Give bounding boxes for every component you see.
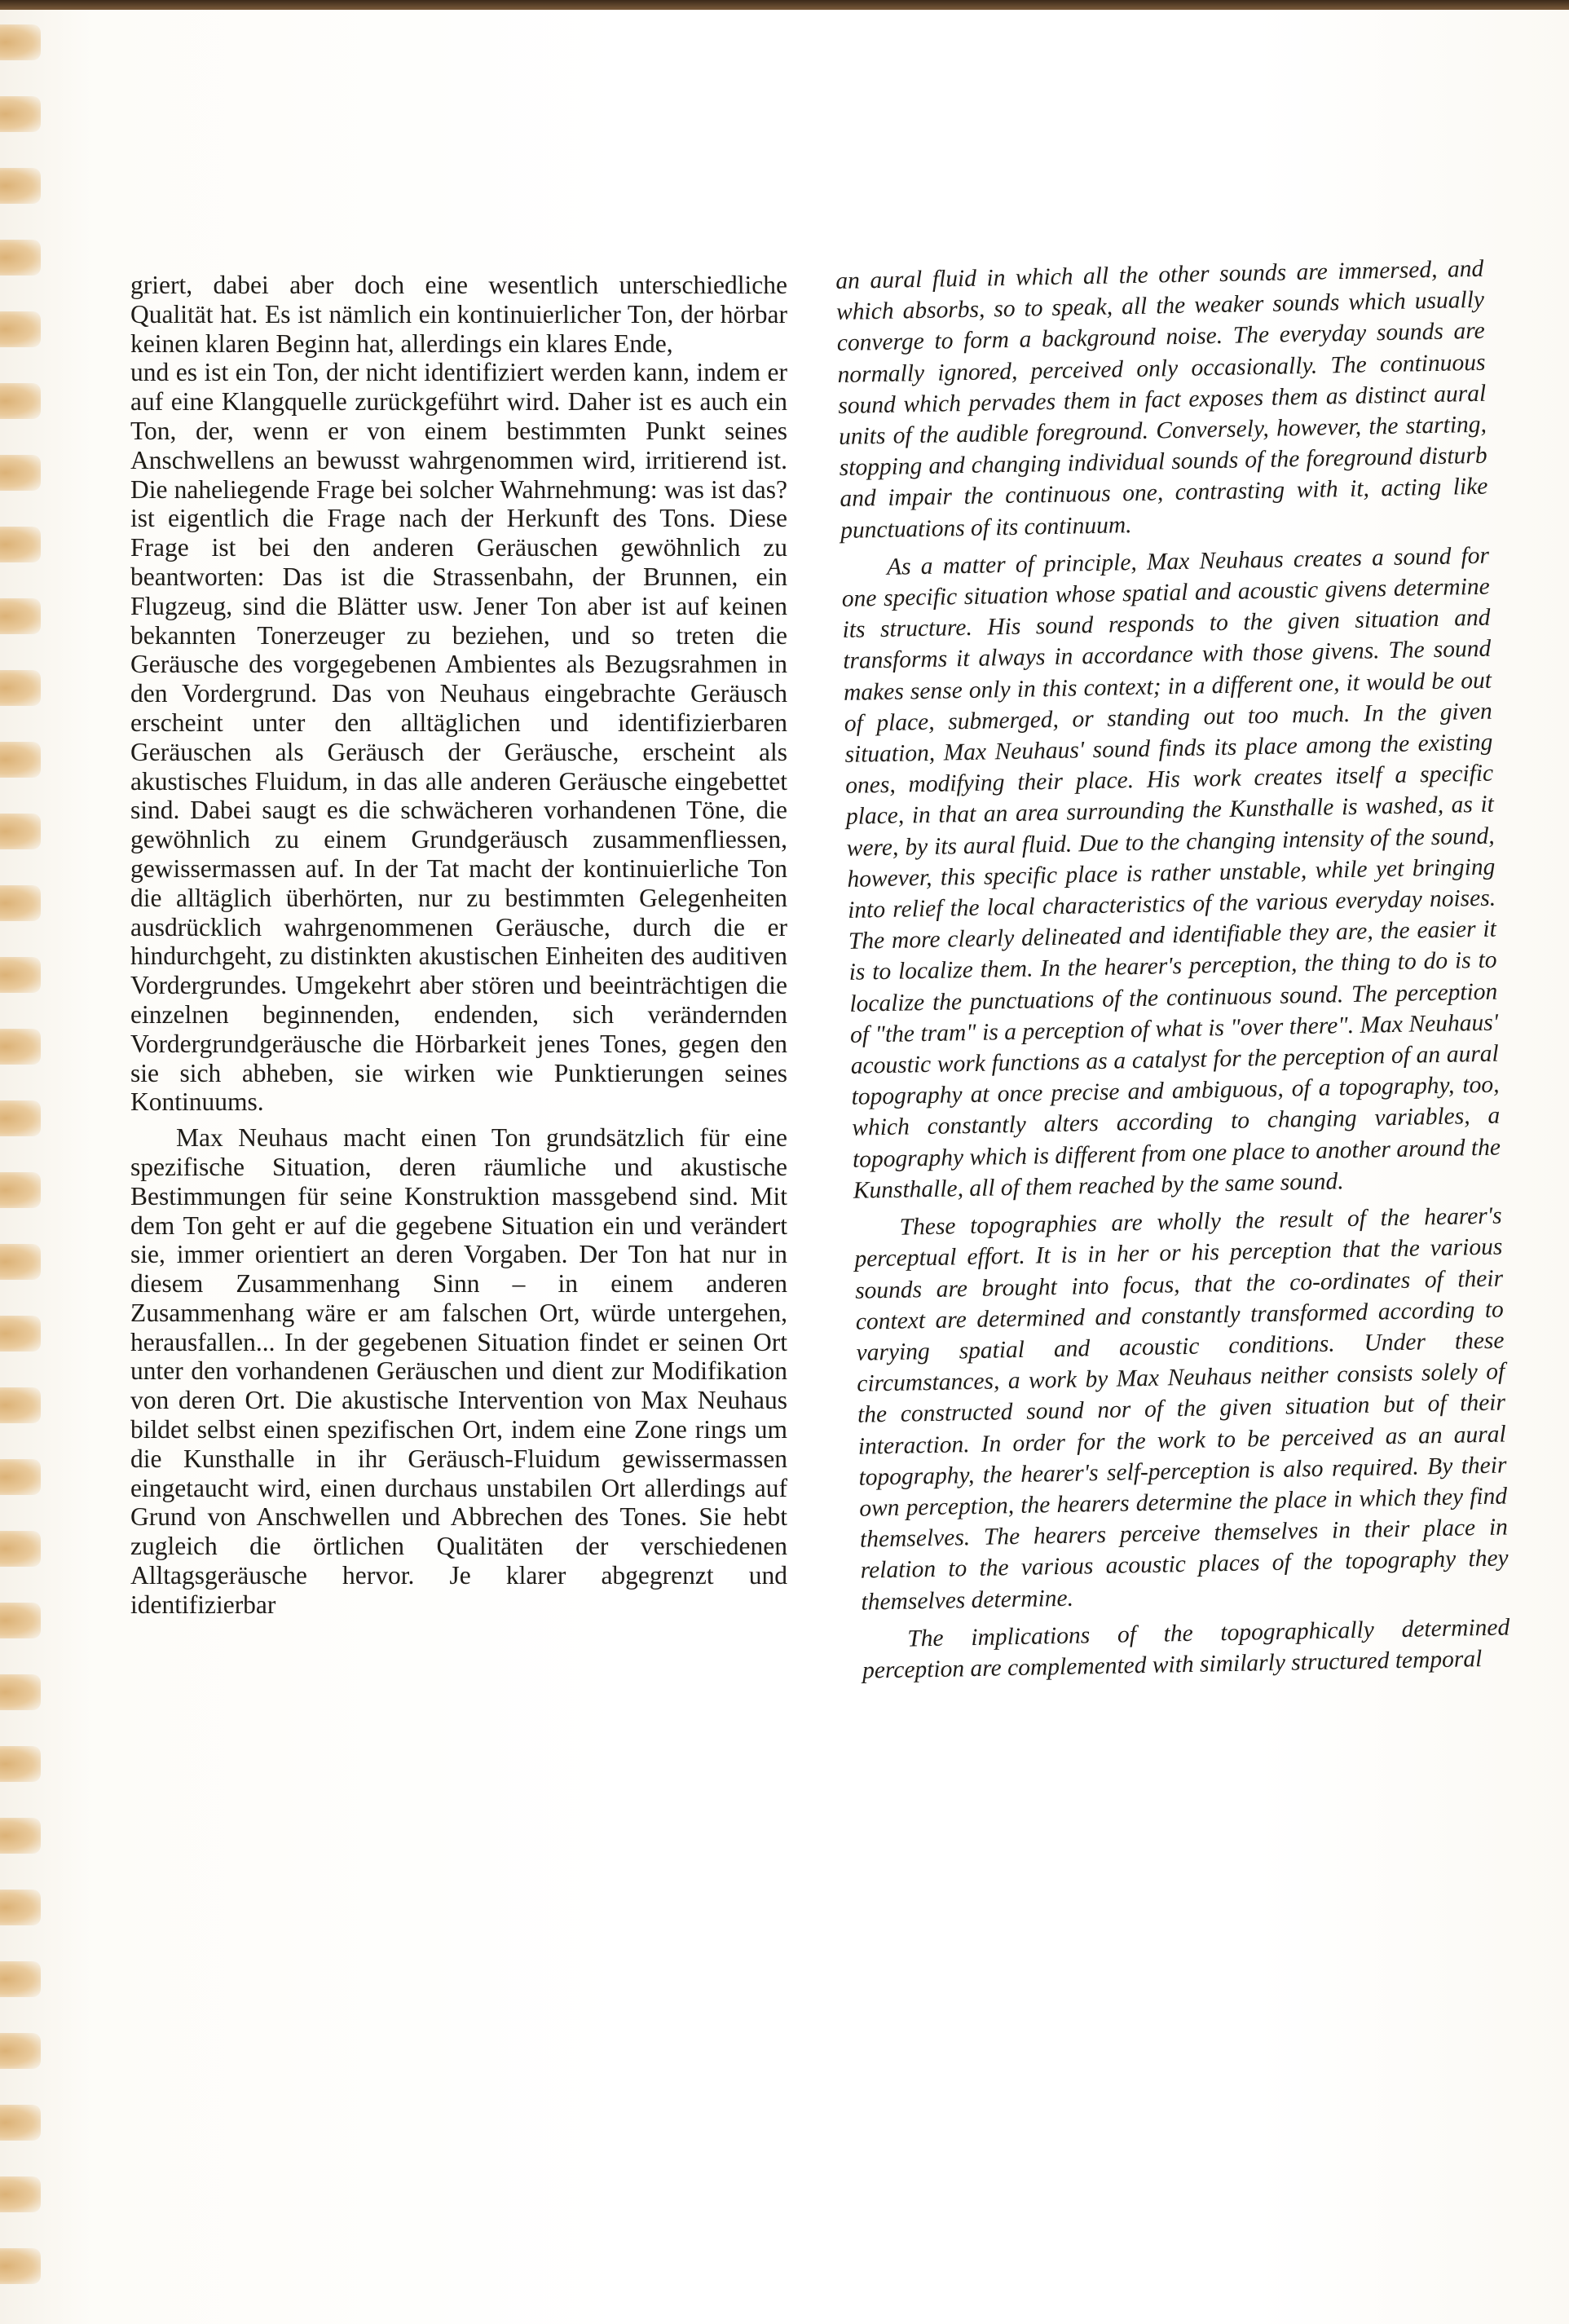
perforation-hole xyxy=(0,814,41,849)
perforation-hole xyxy=(0,1172,41,1208)
perforation-hole xyxy=(0,1459,41,1495)
perforation-hole xyxy=(0,1674,41,1710)
perforation-hole xyxy=(0,885,41,921)
perforation-hole xyxy=(0,1961,41,1997)
perforation-hole xyxy=(0,96,41,132)
paragraph: The implications of the topographically determined perception are complemented with similarly structured temporal xyxy=(862,1614,1510,1684)
perforation-hole xyxy=(0,1746,41,1782)
perforation-hole xyxy=(0,2176,41,2212)
perforation-hole xyxy=(0,1244,41,1280)
perforation-hole xyxy=(0,527,41,562)
german-text-column xyxy=(130,271,787,1620)
perforation-hole xyxy=(0,2105,41,2141)
perforation-hole xyxy=(0,957,41,993)
perforation-hole xyxy=(0,168,41,204)
perforation-hole xyxy=(0,1029,41,1065)
perforation-hole xyxy=(0,1531,41,1567)
perforation-hole xyxy=(0,742,41,778)
perforation-hole xyxy=(0,670,41,706)
perforation-hole xyxy=(0,2248,41,2284)
perforation-hole xyxy=(0,383,41,419)
binding-perforations xyxy=(0,0,49,2324)
perforation-hole xyxy=(0,240,41,276)
perforation-hole xyxy=(0,598,41,634)
perforation-hole xyxy=(0,1316,41,1352)
paragraph: an aural fluid in which all the other sounds are immersed, and which absorbs, so to speak, all the weaker sounds which usually converge to form a background noise. The everyday sounds are normally ignored, perceived only occasionally. The continuous sound which pervades them in fact exposes them as distinct aural units of the audible foreground. Conversely, however, the starting, stopping and changing individual sounds of the foreground disturb and impair the continuous one, contrasting with it, acting like punctuations of its continuum. xyxy=(835,255,1488,544)
paragraph: Max Neuhaus macht einen Ton grundsätzlich für eine spezifische Situation, deren räumliche und akustische Bestimmungen für seine Konstruktion massgebend sind. Mit dem Ton geht er auf die gegebene Situation ein und verändert sie, immer orientiert an deren Vorgaben. Der Ton hat nur in diesem Zusammenhang Sinn – in einem anderen Zusammenhang wäre er am falschen Ort, würde untergehen, herausfallen... In der gegebenen Situation findet er seinen Ort unter den vorhandenen Geräuschen und dient zur Modifikation von deren Ort. Die akustische Intervention von Max Neuhaus bildet selbst einen spezifischen Ort, indem eine Zone rings um die Kunsthalle in ihr Geräusch-Fluidum gewissermassen eingetaucht wird, einen durchaus unstabilen Ort allerdings auf Grund von Anschwellen und Abbrechen des Tones. Sie hebt zugleich die örtlichen Qualitäten der verschiedenen Alltagsgeräusche hervor. Je klarer abgegrenzt und identifizierbar xyxy=(130,1123,787,1619)
perforation-hole xyxy=(0,1890,41,1925)
perforation-hole xyxy=(0,1387,41,1423)
perforation-hole xyxy=(0,1100,41,1136)
paragraph: These topographies are wholly the result of the hearer's perceptual effort. It is in her or his perception that the various sounds are brought into focus, that the co-ordinates of their context are determined and constantly transformed according to varying spatial and acoustic conditions. Under these circumstances, a work by Max Neuhaus neither consists solely of the constructed sound nor of the given situation but of their interaction. In order for the work to be perceived as an aural topography, the hearer's self-perception is also required. By their own perception, the hearers determine the place in which they find themselves. The hearers perceive themselves in their place in relation to the various acoustic places of the topography they themselves determine. xyxy=(854,1202,1509,1616)
paragraph: griert, dabei aber doch eine wesentlich unterschiedliche Qualität hat. Es ist nämlich ein kontinuierlicher Ton, der hörbar keinen klaren Beginn hat, allerdings ein klares Ende, xyxy=(130,271,787,358)
paragraph: und es ist ein Ton, der nicht identifiziert werden kann, indem er auf eine Klangquelle zurückgeführt wird. Daher ist es auch ein Ton, der, wenn er von einem bestimmten Punkt seines Anschwellens an bewusst wahrgenommen wird, irritierend ist. Die naheliegende Frage bei solcher Wahrnehmung: was ist das? ist eigentlich die Frage nach der Herkunft des Tons. Diese Frage ist bei den anderen Geräuschen gewöhnlich zu beantworten: Das ist die Strassenbahn, der Brunnen, ein Flugzeug, sind die Blätter usw. Jener Ton aber ist auf keinen bekannten Tonerzeuger zu beziehen, und so treten die Geräusche des vorgegebenen Ambientes als Bezugsrahmen in den Vordergrund. Das von Neuhaus eingebrachte Geräusch erscheint unter den alltäglichen und identifizierbaren Geräuschen als Geräusch der Geräusche, erscheint als akustisches Fluidum, in das alle anderen Geräusche eingebettet sind. Dabei saugt es die schwächeren vorhandenen Töne, die gewöhnlich zu einem Grundgeräusch zusammenfliessen, gewissermassen auf. In der Tat macht der kontinuierliche Ton die alltäglich überhörten, nur zu bestimmten Gelegenheiten ausdrücklich wahrgenommenen Geräusche, durch die er hindurchgeht, zu distinkten akustischen Einheiten des auditiven Vordergrundes. Umgekehrt aber stören und beeinträchtigen die einzelnen beginnenden, endenden, sich verändernden Vordergrundgeräusche die Hörbarkeit jenes Tones, gegen den sie sich abheben, sie wirken wie Punktierungen seines Kontinuums. xyxy=(130,358,787,1117)
perforation-hole xyxy=(0,2033,41,2069)
english-text-column xyxy=(835,254,1510,1687)
page-top-edge xyxy=(0,0,1569,10)
perforation-hole xyxy=(0,24,41,60)
perforation-hole xyxy=(0,1818,41,1854)
paragraph: As a matter of principle, Max Neuhaus creates a sound for one specific situation whose spatial and acoustic givens determine its structure. His sound responds to the given situation and transforms it always in accordance with those givens. The sound makes sense only in this context; in a different one, it would be out of place, submerged, or standing out too much. In the given situation, Max Neuhaus' sound finds its place among the existing ones, modifying their place. His work creates itself a specific place, in that an area surrounding the Kunsthalle is washed, as it were, by its aural fluid. Due to the changing intensity of the sound, however, this specific place is rather unstable, while yet bringing into relief the local characteristics of the various everyday noises. The more clearly delineated and identifiable they are, the easier it is to localize them. In the hearer's perception, the thing to do is to localize the punctuations of the continuous sound. The perception of "the tram" is a perception of what is "over there". Max Neuhaus' acoustic work functions as a catalyst for the perception of an aural topography at once precise and ambiguous, of a topography, too, which constantly alters according to changing variables, a topography which is different from one place to another around the Kunsthalle, all of them reached by the same sound. xyxy=(841,542,1501,1204)
perforation-hole xyxy=(0,455,41,491)
perforation-hole xyxy=(0,1603,41,1638)
perforation-hole xyxy=(0,311,41,347)
